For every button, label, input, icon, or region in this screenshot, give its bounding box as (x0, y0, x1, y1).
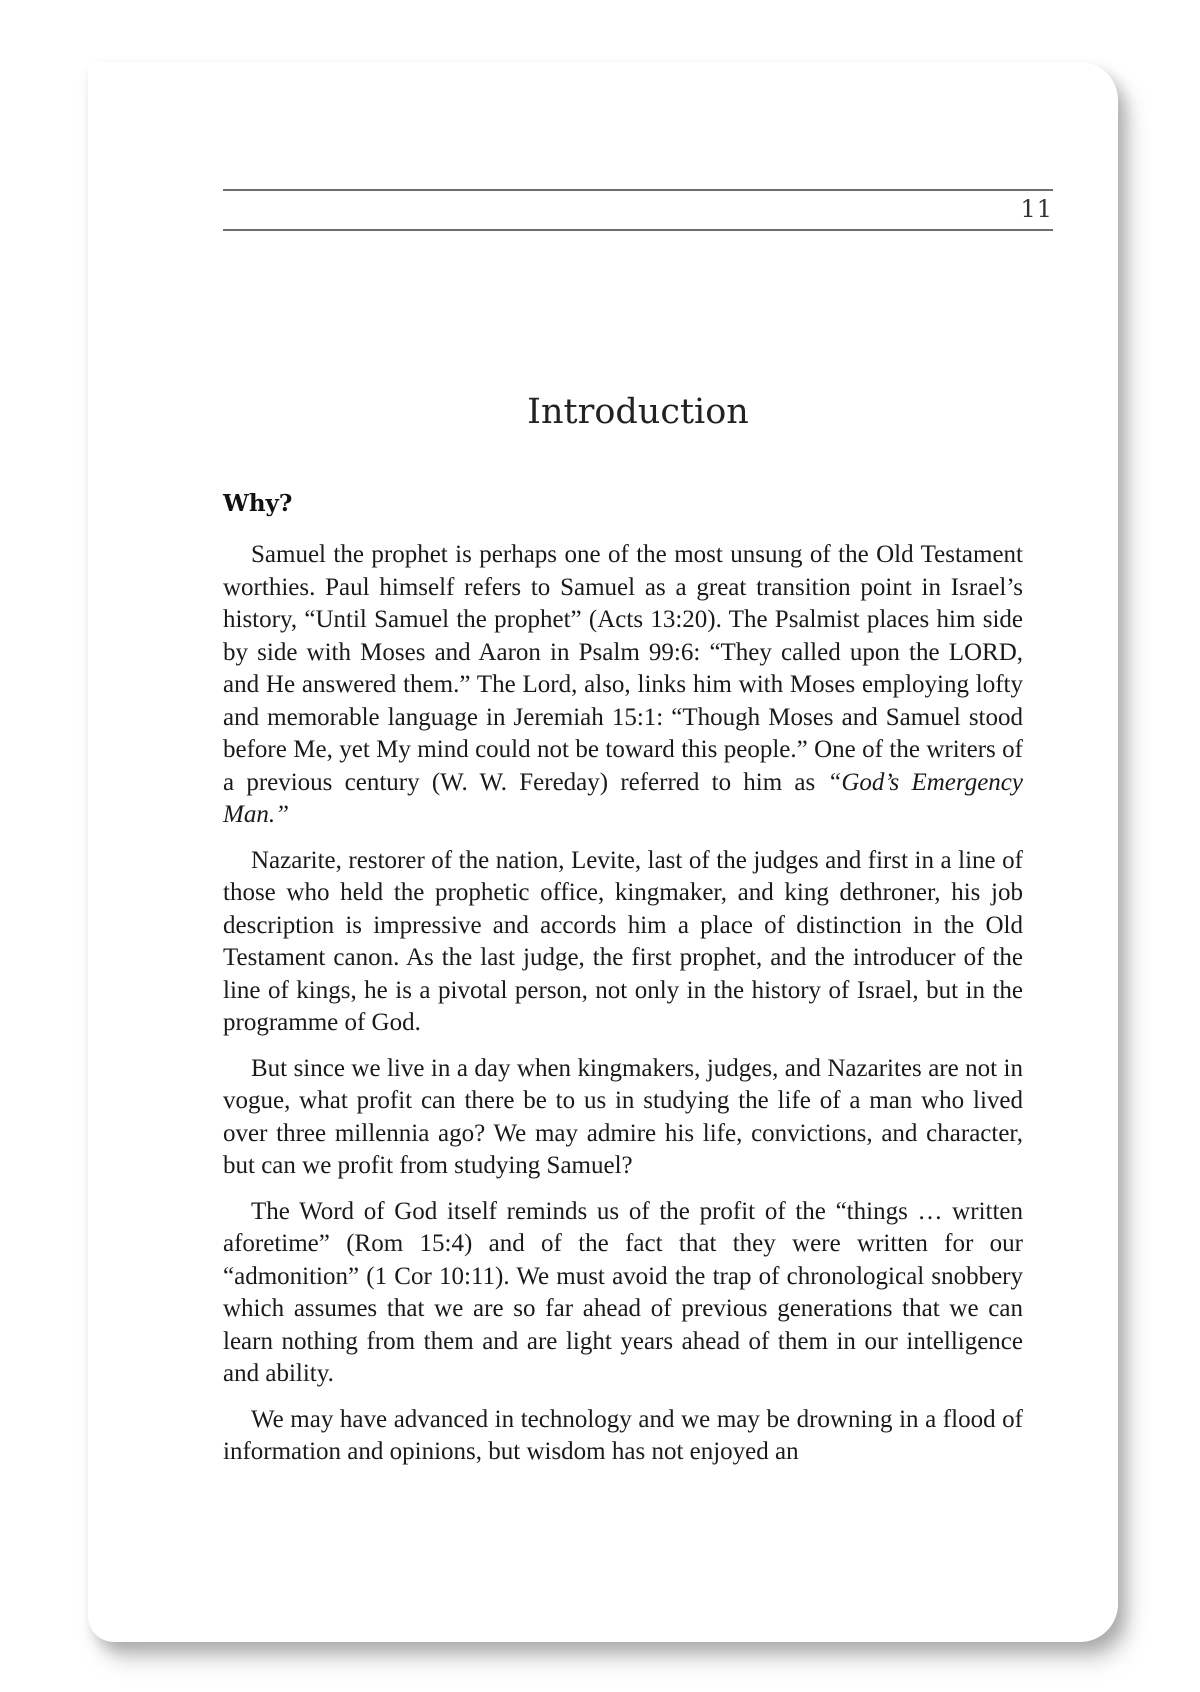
book-page (88, 62, 1118, 1642)
chapter-title: Introduction (527, 392, 749, 432)
paragraph-1 (223, 539, 1023, 832)
paragraph-3: But since we live in a day when kingmakers, judges, and Nazarites are not in vogue, what profit can there be to us in studying the life of a man who lived over three millennia ago? We may admire his life, convictions, and character, but can we profit from studying Samuel? (223, 1054, 1023, 1179)
header-rule-bottom (223, 229, 1053, 231)
page-number: 11 (1020, 195, 1053, 223)
paragraph-1-italic-quote: “God’s Emergency Man.” (223, 768, 1023, 828)
paragraph-2: Nazarite, restorer of the nation, Levite, last of the judges and first in a line of those who held the prophetic office, kingmaker, and king dethroner, his job description is impressive and accords him a place of distinction in the Old Testament canon. As the last judge, the first prophet, and the introducer of the line of kings, he is a pivotal person, not only in the history of Israel, but in the programme of God. (223, 846, 1023, 1036)
body-text (223, 539, 1023, 1482)
section-heading: Why? (223, 490, 293, 517)
paragraph-1-text: Samuel the prophet is perhaps one of the most unsung of the Old Testament worthies. Paul himself refers to Samuel as a great transition point in Israel’s history, “Until Samuel the prophet” (Acts 13:20). The Psalmist places him side by side with Moses and Aaron in Psalm 99:6: “They called upon the LORD, and He answered them.” The Lord, also, links him with Moses employing lofty and memorable language in Jeremiah 15:1: “Though Moses and Samuel stood before Me, yet My mind could not be toward this people.” One of the writers of a previous century (W. W. Fereday) referred to him as (223, 541, 1023, 796)
paragraph-4: The Word of God itself reminds us of the profit of the “things … written aforetime” (Rom 15:4) and of the fact that they were written for our “admonition” (1 Cor 10:11). We must avoid the trap of chronological snobbery which assumes that we are so far ahead of previous generations that we can learn nothing from them and are light years ahead of them in our intelligence and ability. (223, 1197, 1023, 1387)
header-rule-top (223, 189, 1053, 191)
paragraph-5: We may have advanced in technology and we may be drowning in a flood of information and opinions, but wisdom has not enjoyed an (223, 1405, 1023, 1465)
